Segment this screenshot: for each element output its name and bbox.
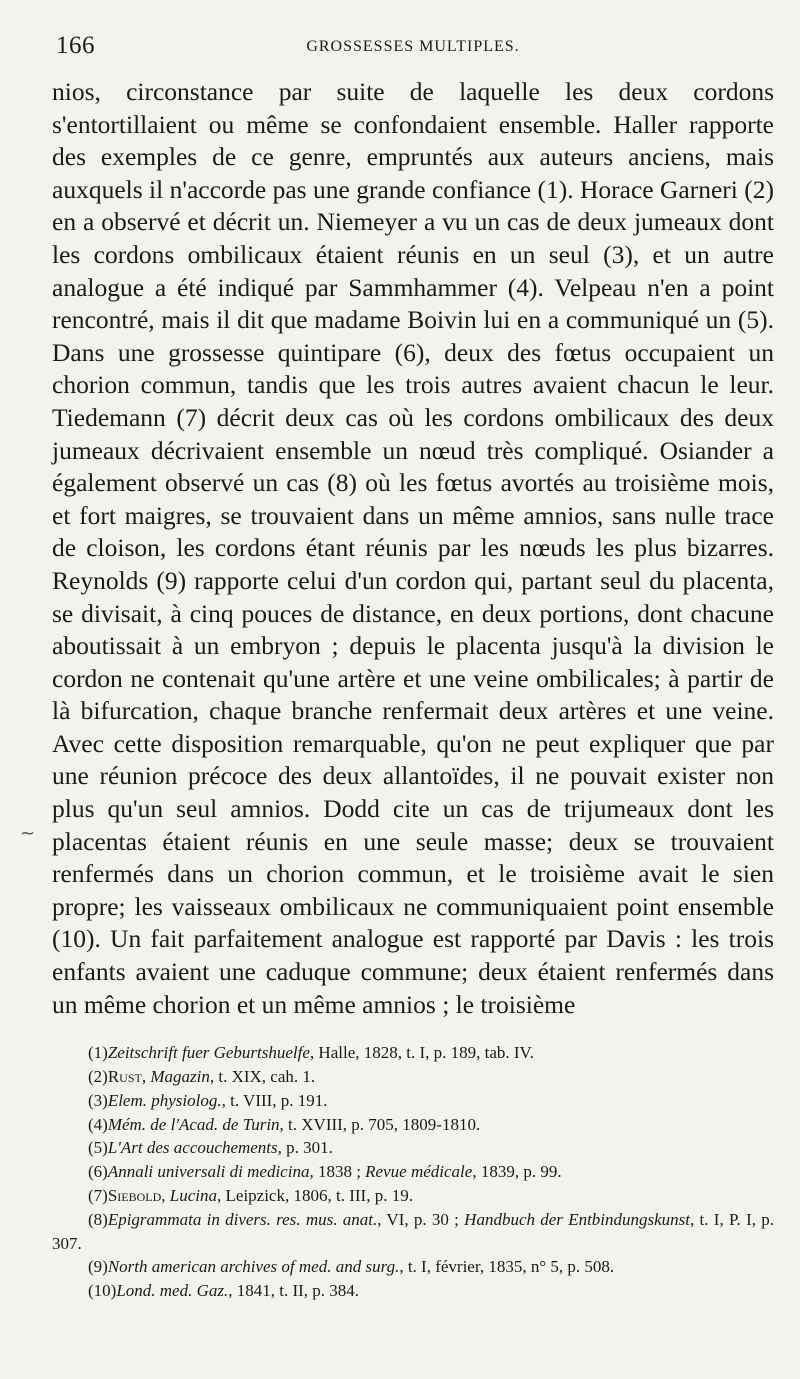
footnote-title: Elem. physiolog. — [107, 1090, 222, 1110]
footnote — [52, 1136, 774, 1160]
footnote — [52, 1041, 774, 1065]
footnote-text: Siebold, — [107, 1186, 170, 1205]
footnote-number: (10) — [88, 1281, 117, 1301]
running-title: GROSSESSES MULTIPLES. — [306, 38, 520, 55]
footnote-number: (5) — [88, 1138, 108, 1158]
footnote-title: Revue médicale — [365, 1162, 473, 1182]
footnote-title: Magazin — [150, 1067, 210, 1087]
footnote-number: (7) — [88, 1186, 108, 1205]
footnote-text: , VI, p. 30 ; — [377, 1209, 465, 1229]
footnote-title: Lucina — [169, 1186, 218, 1205]
footnote-title: Annali universali di medicina — [107, 1162, 310, 1182]
margin-mark: ~ — [20, 823, 36, 844]
footnote-text: , Leipzick, 1806, t. III, p. 19. — [217, 1186, 413, 1205]
footnote — [52, 1184, 774, 1208]
footnote-title: Zeitschrift fuer Geburtshuelfe — [107, 1043, 310, 1063]
footnotes — [52, 1041, 774, 1303]
footnote-text: , 1838 ; — [309, 1162, 366, 1182]
footnote — [52, 1113, 774, 1137]
page-number: 166 — [56, 32, 95, 59]
footnote-text: Rust, — [107, 1067, 151, 1087]
page-header — [52, 28, 774, 68]
footnote-text: , t. VIII, p. 191. — [221, 1090, 328, 1110]
footnote-title: Epigrammata in divers. res. mus. anat. — [107, 1209, 378, 1229]
body-paragraph: nios, circonstance par suite de laquelle les deux cordons s'entortillaient ou même se confondaient ensemble. Haller rapporte des exemples de ce genre, empruntés aux auteurs anciens, mais auxquels il n'accorde pas une grande confiance (1). Horace Garneri (2) en a observé et décrit un. Niemeyer a vu un cas de deux jumeaux dont les cordons ombilicaux étaient réunis en un seul (3), et un autre analogue a été indiqué par Sammhammer (4). Velpeau n'en a point rencontré, mais il dit que madame Boivin lui en a communiqué un (5). Dans une grossesse quintipare (6), deux des fœtus occupaient un chorion commun, tandis que les trois autres avaient chacun le leur. Tiedemann (7) décrit deux cas où les cordons ombilicaux des deux jumeaux décrivaient ensemble un nœud très compliqué. Osiander a également observé un cas (8) où les fœtus avortés au troisième mois, et fort maigres, se trouvaient dans un même amnios, sans nulle trace de cloison, les cordons étant réunis par les nœuds les plus bizarres. Reynolds (9) rapporte celui d'un cordon qui, partant seul du placenta, se divisait, à cinq pouces de distance, en deux portions, dont chacune aboutissait à un embryon ; depuis le placenta jusqu'à la division le cordon ne contenait qu'une artère et une veine ombilicales; à partir de là bifurcation, chaque branche renfermait deux artères et une veine. Avec cette disposition remarquable, qu'on ne peut expliquer que par une réunion précoce des deux allantoïdes, il ne pouvait exister non plus qu'un seul amnios. Dodd cite un cas de trijumeaux dont les placentas étaient réunis en une seule masse; deux se trouvaient renfermés dans un chorion commun, et le troisième avait le sien propre; les vaisseaux ombilicaux ne communiquaient point ensemble (10). Un fait parfaitement analogue est rapporté par Davis : les trois enfants avaient une caduque commune; deux étaient renfermés dans un même chorion et un même amnios ; le troisième — [52, 77, 774, 1019]
footnote-title: Handbuch der Entbindungskunst — [464, 1209, 691, 1229]
footnote-number: (8) — [88, 1209, 108, 1229]
footnote-text: , 1839, p. 99. — [472, 1162, 562, 1182]
footnote-title: Lond. med. Gaz. — [116, 1281, 229, 1301]
footnote-text: , Halle, 1828, t. I, p. 189, tab. IV. — [309, 1043, 534, 1063]
footnote — [52, 1255, 774, 1279]
footnote-text: , t. I, février, 1835, n° 5, p. 508. — [399, 1257, 615, 1277]
footnote — [52, 1089, 774, 1113]
footnote-text: , t. XIX, cah. 1. — [209, 1067, 316, 1087]
footnote — [52, 1208, 774, 1256]
footnote-title: Mém. de l'Acad. de Turin — [107, 1114, 280, 1134]
footnote — [52, 1065, 774, 1089]
footnote-number: (4) — [88, 1114, 108, 1134]
footnote-number: (9) — [88, 1257, 108, 1277]
footnote-text: , t. I, P. I, p. 307. — [52, 1209, 774, 1253]
footnote-text: , 1841, t. II, p. 384. — [228, 1281, 360, 1301]
footnote-number: (6) — [88, 1162, 108, 1182]
footnote-number: (1) — [88, 1043, 108, 1063]
footnote-text: , t. XVIII, p. 705, 1809-1810. — [279, 1114, 481, 1134]
footnote-number: (3) — [88, 1090, 108, 1110]
footnote — [52, 1160, 774, 1184]
footnote — [52, 1279, 774, 1303]
book-page — [52, 28, 774, 1303]
footnote-number: (2) — [88, 1067, 108, 1087]
footnote-title: North american archives of med. and surg. — [107, 1257, 400, 1277]
footnote-text: , p. 301. — [277, 1138, 333, 1158]
footnote-title: L'Art des accouchements — [107, 1138, 278, 1158]
